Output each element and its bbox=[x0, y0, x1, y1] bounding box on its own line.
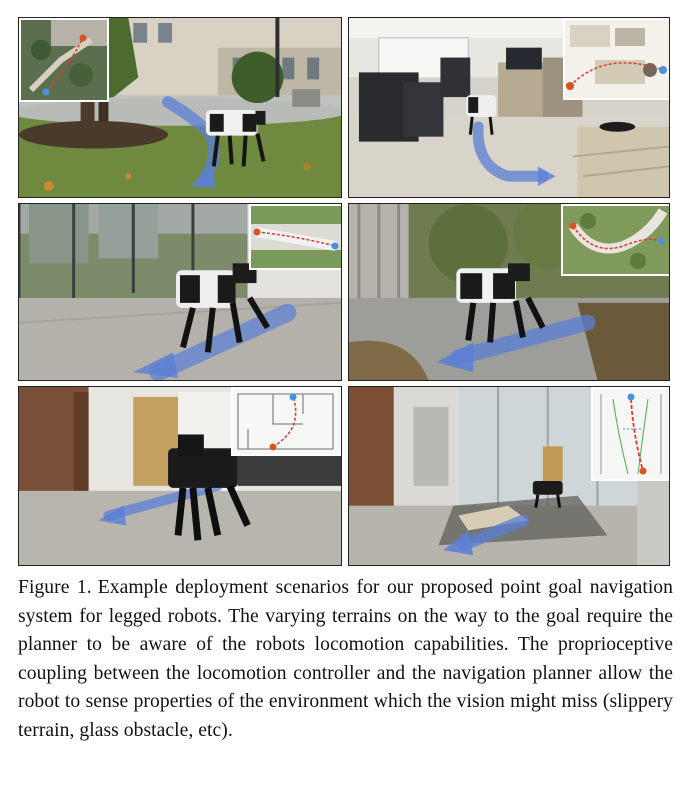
start-marker bbox=[570, 223, 577, 230]
map-inset-1 bbox=[21, 20, 107, 100]
map-inset-3 bbox=[251, 206, 341, 268]
photo-outdoor-gravel bbox=[348, 203, 670, 381]
goal-marker bbox=[332, 243, 339, 250]
goal-marker bbox=[659, 66, 667, 74]
map-inset-5 bbox=[233, 389, 341, 454]
goal-marker bbox=[658, 238, 665, 245]
start-marker bbox=[640, 468, 647, 475]
start-marker bbox=[270, 444, 277, 451]
aerial-map-3 bbox=[251, 206, 341, 268]
floorplan-map-6 bbox=[593, 389, 669, 479]
floorplan-map-5 bbox=[233, 389, 341, 454]
start-marker bbox=[254, 229, 261, 236]
aerial-map-2 bbox=[565, 20, 669, 98]
goal-marker bbox=[290, 394, 297, 401]
map-inset-2 bbox=[565, 20, 669, 98]
aerial-map-4 bbox=[563, 206, 669, 274]
map-inset-4 bbox=[563, 206, 669, 274]
figure-caption-text: Example deployment scenarios for our proposed point goal navigation system for legged robots. The varying terrains on the way to the goal require the planner to be aware of the robots locomotion capabilities. The proprioceptive coupling between the locomotion controller and the navigation planner allow the robot to sense properties of the environment which the vision might miss (slippery terrain, glass obstacle, etc). bbox=[18, 577, 674, 741]
goal-marker bbox=[628, 394, 635, 401]
start-marker bbox=[80, 35, 87, 42]
photo-lobby-glass bbox=[18, 203, 342, 381]
photo-outdoor-grass bbox=[18, 17, 342, 198]
figure-label: Figure 1. bbox=[18, 577, 92, 598]
photo-office bbox=[348, 17, 670, 198]
photo-glass-corridor bbox=[348, 386, 670, 566]
start-marker bbox=[566, 82, 574, 90]
photo-hallway bbox=[18, 386, 342, 566]
figure-caption bbox=[18, 574, 673, 746]
map-inset-6 bbox=[593, 389, 669, 479]
goal-marker bbox=[43, 89, 50, 96]
aerial-map-1 bbox=[21, 20, 107, 100]
